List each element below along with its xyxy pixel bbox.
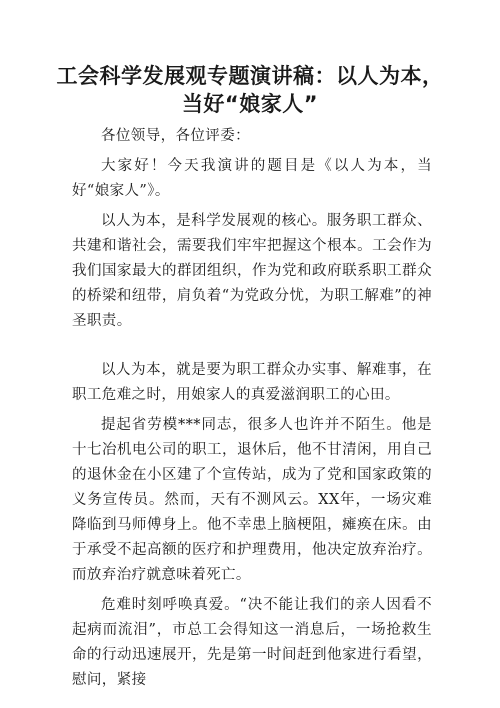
greeting-paragraph: 大家好！今天我演讲的题目是《以人为本，当好“娘家人”》。 [72,158,432,199]
body-paragraph: 危难时刻呼唤真爱。“决不能让我们的亲人因看不起病而流泪”，市总工会得知这一消息后，一场抢救生命的行动迅速展开，先是第一时间赶到他家进行看望，慰问，紧接 [72,597,432,688]
document-title-line-2: 当好“娘家人” [181,92,319,116]
document-body [72,124,432,698]
body-paragraph: 以人为本，是科学发展观的核心。服务职工群众、共建和谐社会，需要我们牢牢把握这个根本。工会作为我们国家最大的群团组织，作为党和政府联系职工群众的桥梁和纽带，肩负着“为党政分忧，为职工解难”的神圣职责。 [72,213,432,329]
body-paragraph: 以人为本，就是要为职工群众办实事、解难事，在职工危难之时，用娘家人的真爱滋润职工的心田。 [72,362,432,403]
document-title-line-1: 工会科学发展观专题演讲稿：以人为本， [56,64,444,88]
body-paragraph: 提起省劳模***同志，很多人也许并不陌生。他是十七冶机电公司的职工，退休后，他不甘清闲，用自己的退休金在小区建了个宣传站，成为了党和国家政策的义务宣传员。然而，天有不测风云。XX年，一场灾难降临到马师傅身上。他不幸患上脑梗阻，瘫痪在床。由于承受不起高额的医疗和护理费用，他决定放弃治疗。而放弃治疗就意味着死亡。 [72,417,432,583]
salutation-paragraph: 各位领导，各位评委： [101,128,250,144]
